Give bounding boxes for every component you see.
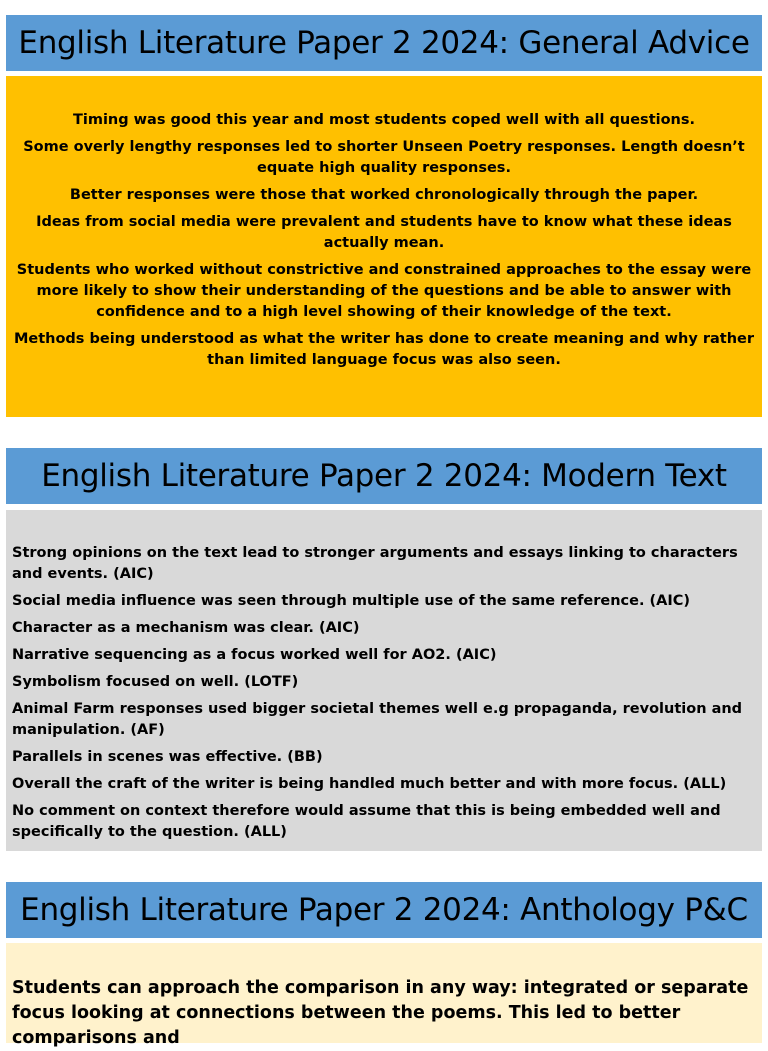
modern-text-panel [6, 510, 762, 851]
advice-item: Ideas from social media were prevalent and students have to know what these ideas actually mean. [36, 214, 732, 251]
advice-item: Better responses were those that worked chronologically through the paper. [69, 187, 699, 203]
general-advice-panel [6, 76, 762, 417]
section-title-anthology: English Literature Paper 2 2024: Anthology P&C [6, 882, 762, 938]
anthology-panel [6, 943, 762, 1048]
advice-item: Students who worked without constrictive and constrained approaches to the essay were more likely to show their understanding of the questions and be able to answer with confidence and to a high level showing of their knowledge of the text. [16, 262, 752, 320]
advice-item: Timing was good this year and most students coped well with all questions. [72, 112, 696, 128]
modern-text-item: No comment on context therefore would assume that this is being embedded well and specifically to the question. (ALL) [12, 803, 721, 840]
advice-item: Methods being understood as what the writer has done to create meaning and why rather than limited language focus was also seen. [13, 331, 755, 368]
modern-text-item: Strong opinions on the text lead to stronger arguments and essays linking to characters and events. (AIC) [12, 545, 738, 582]
modern-text-item: Parallels in scenes was effective. (BB) [12, 749, 323, 765]
section-title-general-advice: English Literature Paper 2 2024: General Advice [6, 15, 762, 71]
modern-text-item: Overall the craft of the writer is being handled much better and with more focus. (ALL) [12, 776, 727, 792]
modern-text-item: Social media influence was seen through multiple use of the same reference. (AIC) [12, 593, 691, 609]
modern-text-item: Animal Farm responses used bigger societal themes well e.g propaganda, revolution and manipulation. (AF) [12, 701, 743, 738]
modern-text-item: Narrative sequencing as a focus worked well for AO2. (AIC) [12, 647, 497, 663]
advice-item: Some overly lengthy responses led to shorter Unseen Poetry responses. Length doesn’t equate high quality responses. [23, 139, 745, 176]
modern-text-item: Character as a mechanism was clear. (AIC) [12, 620, 360, 636]
anthology-item: Students can approach the comparison in any way: integrated or separate focus looking at connections between the poems. This led to better comparisons and [12, 978, 749, 1048]
section-title-modern-text: English Literature Paper 2 2024: Modern Text [6, 448, 762, 504]
modern-text-item: Symbolism focused on well. (LOTF) [12, 674, 299, 690]
